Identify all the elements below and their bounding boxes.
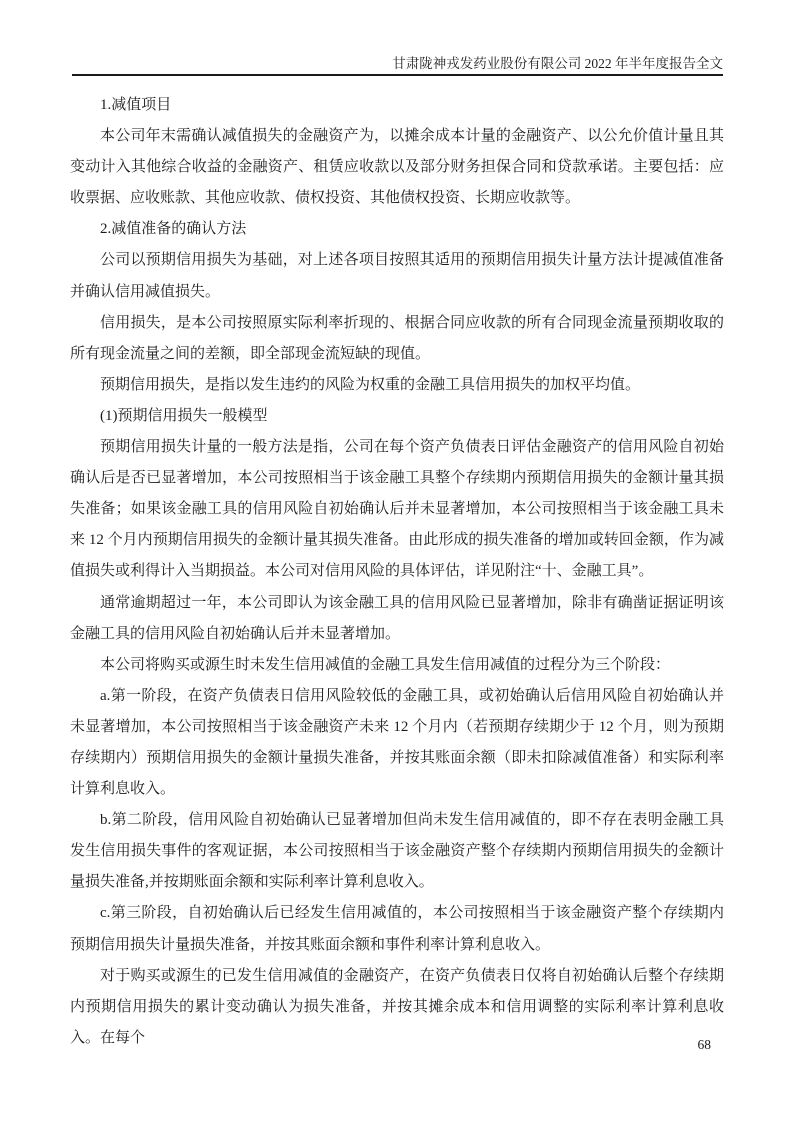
body-paragraph: b.第二阶段，信用风险自初始确认已显著增加但尚未发生信用减值的，即不存在表明金融工具发生信用损失事件的客观证据，本公司按照相当于该金融资产整个存续期内预期信用损失的金额计量损失准备,并按期账面余额和实际利率计算利息收入。 [70, 812, 724, 891]
body-paragraph: c.第三阶段，自初始确认后已经发生信用减值的，本公司按照相当于该金融资产整个存续期内预期信用损失计量损失准备，并按其账面余额和事件利率计算利息收入。 [70, 905, 724, 953]
page-number: 68 [697, 1037, 711, 1052]
body-paragraph: 本公司年末需确认减值损失的金融资产为，以摊余成本计量的金融资产、以公允价值计量且其变动计入其他综合收益的金融资产、租赁应收款以及部分财务担保合同和贷款承诺。主要包括：应收票据、应收账款、其他应收款、债权投资、其他债权投资、长期应收款等。 [70, 128, 724, 207]
body-paragraph: 预期信用损失，是指以发生违约的风险为权重的金融工具信用损失的加权平均值。 [100, 376, 641, 393]
body-paragraph: 公司以预期信用损失为基础，对上述各项目按照其适用的预期信用损失计量方法计提减值准备并确认信用减值损失。 [70, 252, 724, 300]
body-paragraph: 1.减值项目 [100, 97, 172, 113]
header-title: 甘肃陇神戎发药业股份有限公司 2022 年半年度报告全文 [392, 56, 723, 71]
body-paragraph: 对于购买或源生的已发生信用减值的金融资产，在资产负债表日仅将自初始确认后整个存续期内预期信用损失的累计变动确认为损失准备，并按其摊余成本和信用调整的实际利率计算利息收入。在每个 [70, 967, 724, 1046]
header-rule [72, 74, 723, 76]
body-paragraph: (1)预期信用损失一般模型 [100, 407, 268, 424]
body-paragraph: 通常逾期超过一年，本公司即认为该金融工具的信用风险已显著增加，除非有确凿证据证明该金融工具的信用风险自初始确认后并未显著增加。 [70, 594, 724, 642]
body-paragraph: a.第一阶段，在资产负债表日信用风险较低的金融工具，或初始确认后信用风险自初始确认并未显著增加，本公司按照相当于该金融资产未来 12 个月内（若预期存续期少于 12 个月，则为预期存续期内）预期信用损失的金额计量损失准备，并按其账面余额（即未扣除减值准备）和实际利率计算利息收入。 [70, 687, 724, 798]
body-paragraph: 预期信用损失计量的一般方法是指，公司在每个资产负债表日评估金融资产的信用风险自初始确认后是否已显著增加，本公司按照相当于该金融工具整个存续期内预期信用损失的金额计量其损失准备；如果该金融工具的信用风险自初始确认后并未显著增加，本公司按照相当于该金融工具未来 12 个月内预期信用损失的金额计量其损失准备。由此形成的损失准备的增加或转回金额，作为减值损失或利得计入当期损益。本公司对信用风险的具体评估，详见附注“十、金融工具”。 [70, 439, 724, 580]
page-header [72, 55, 723, 72]
body-paragraph: 信用损失，是本公司按照原实际利率折现的、根据合同应收款的所有合同现金流量预期收取的所有现金流量之间的差额，即全部现金流短缺的现值。 [70, 314, 724, 362]
body-paragraph: 本公司将购买或源生时未发生信用减值的金融工具发生信用减值的过程分为三个阶段： [100, 656, 671, 673]
document-body [70, 90, 724, 1054]
body-paragraph: 2.减值准备的确认方法 [100, 221, 247, 238]
